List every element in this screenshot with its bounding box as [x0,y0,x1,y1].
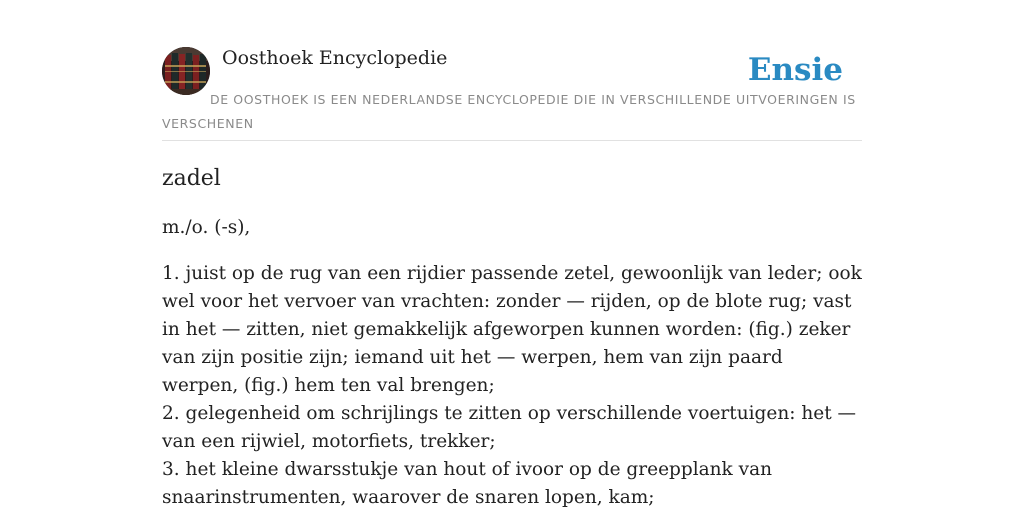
definition-item: 2. gelegenheid om schrijlings te zitten op verschillende voertuigen: het — van een rijwiel, motorfiets, trekker; [162,403,857,452]
site-title-link[interactable]: Oosthoek Encyclopedie [222,47,448,69]
ensie-brand-link[interactable]: Ensie [747,52,843,88]
definition-item: 1. juist op de rug van een rijdier passende zetel, gewoonlijk van leder; ook wel voor het vervoer van vrachten: zonder — rijden, op de blote rug; vast in het — zitten, niet gemakkelijk afgeworpen kunnen worden: (fig.) zeker van zijn positie zijn; iemand uit het — werpen, hem van zijn paard werpen, (fig.) hem ten val brengen; [162,263,862,396]
definition-item: 3. het kleine dwarsstukje van hout of ivoor op de greepplank van snaarinstrumenten, waarover de snaren lopen, kam; [162,459,773,508]
site-tagline: DE OOSTHOEK IS EEN NEDERLANDSE ENCYCLOPEDIE DIE IN VERSCHILLENDE UITVOERINGEN IS VERSCHENEN [162,92,856,131]
site-header [162,46,862,141]
entry-headword: zadel [162,166,221,191]
entry-content [162,162,862,512]
entry-definitions [162,260,862,512]
entry-grammar: m./o. (-s), [162,217,251,238]
